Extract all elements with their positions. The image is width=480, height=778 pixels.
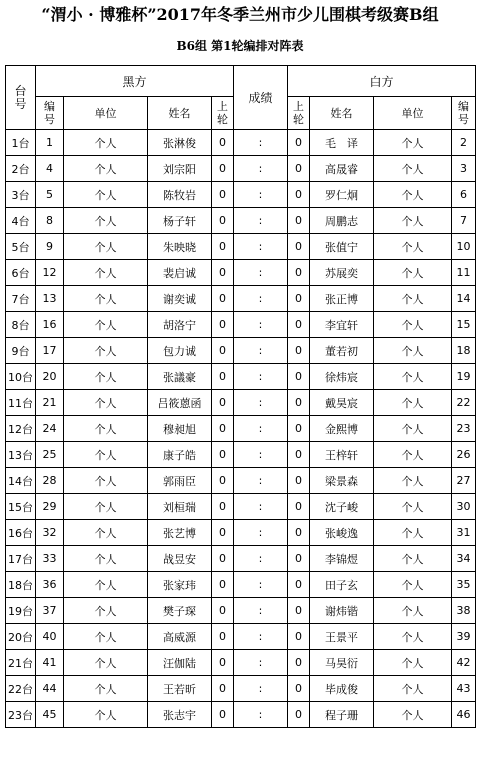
table-number-cell: 2台	[6, 156, 36, 182]
white-name-cell: 张正博	[310, 286, 374, 312]
table-row	[6, 416, 476, 442]
white-unit-cell: 个人	[374, 572, 452, 598]
black-name-cell: 杨子轩	[148, 208, 212, 234]
white-unit-cell: 个人	[374, 234, 452, 260]
black-number-cell: 8	[36, 208, 64, 234]
black-name-cell: 张淋俊	[148, 130, 212, 156]
table-row	[6, 572, 476, 598]
white-number-cell: 22	[452, 390, 476, 416]
white-number-cell: 14	[452, 286, 476, 312]
black-prev-cell: 0	[212, 338, 234, 364]
white-name-cell: 程子珊	[310, 702, 374, 728]
white-name-cell: 毛 译	[310, 130, 374, 156]
black-name-cell: 郭雨臣	[148, 468, 212, 494]
black-unit-cell: 个人	[64, 338, 148, 364]
white-number-cell: 39	[452, 624, 476, 650]
white-prev-cell: 0	[288, 468, 310, 494]
white-prev-cell: 0	[288, 520, 310, 546]
black-unit-cell: 个人	[64, 390, 148, 416]
black-number-cell: 44	[36, 676, 64, 702]
white-unit-cell: 个人	[374, 208, 452, 234]
white-name-cell: 李宜轩	[310, 312, 374, 338]
black-prev-cell: 0	[212, 468, 234, 494]
black-unit-cell: 个人	[64, 468, 148, 494]
result-cell: :	[234, 494, 288, 520]
white-number-cell: 6	[452, 182, 476, 208]
result-cell: :	[234, 598, 288, 624]
table-number-cell: 13台	[6, 442, 36, 468]
white-unit-cell: 个人	[374, 364, 452, 390]
white-number-cell: 11	[452, 260, 476, 286]
white-name-cell: 田子玄	[310, 572, 374, 598]
white-name-cell: 王景平	[310, 624, 374, 650]
white-name-cell: 罗仁炯	[310, 182, 374, 208]
result-cell: :	[234, 234, 288, 260]
black-number-cell: 33	[36, 546, 64, 572]
black-number-cell: 4	[36, 156, 64, 182]
white-prev-cell: 0	[288, 598, 310, 624]
white-number-cell: 27	[452, 468, 476, 494]
table-number-cell: 21台	[6, 650, 36, 676]
black-unit-cell: 个人	[64, 208, 148, 234]
table-number-cell: 19台	[6, 598, 36, 624]
white-number-cell: 23	[452, 416, 476, 442]
table-row	[6, 364, 476, 390]
white-name-cell: 谢炜锴	[310, 598, 374, 624]
white-number-cell: 2	[452, 130, 476, 156]
result-cell: :	[234, 260, 288, 286]
black-prev-cell: 0	[212, 702, 234, 728]
white-unit-cell: 个人	[374, 156, 452, 182]
black-prev-cell: 0	[212, 624, 234, 650]
black-unit-cell: 个人	[64, 650, 148, 676]
result-cell: :	[234, 208, 288, 234]
black-name-cell: 汪伽陆	[148, 650, 212, 676]
black-unit-cell: 个人	[64, 520, 148, 546]
table-number-header: 台号	[6, 66, 36, 130]
result-cell: :	[234, 650, 288, 676]
black-prev-cell: 0	[212, 234, 234, 260]
white-unit-cell: 个人	[374, 546, 452, 572]
white-unit-cell: 个人	[374, 676, 452, 702]
white-number-cell: 3	[452, 156, 476, 182]
table-number-cell: 16台	[6, 520, 36, 546]
white-name-cell: 苏展奕	[310, 260, 374, 286]
black-unit-cell: 个人	[64, 156, 148, 182]
table-row	[6, 286, 476, 312]
black-prev-cell: 0	[212, 520, 234, 546]
black-unit-cell: 个人	[64, 442, 148, 468]
black-prev-cell: 0	[212, 650, 234, 676]
black-name-cell: 胡洛宁	[148, 312, 212, 338]
white-prev-cell: 0	[288, 208, 310, 234]
black-number-cell: 20	[36, 364, 64, 390]
white-prev-cell: 0	[288, 312, 310, 338]
result-cell: :	[234, 572, 288, 598]
result-cell: :	[234, 624, 288, 650]
result-cell: :	[234, 286, 288, 312]
table-number-cell: 7台	[6, 286, 36, 312]
black-name-cell: 穆昶旭	[148, 416, 212, 442]
black-name-cell: 包力诚	[148, 338, 212, 364]
black-number-header: 编号	[36, 97, 64, 130]
black-prev-cell: 0	[212, 598, 234, 624]
white-number-cell: 35	[452, 572, 476, 598]
result-cell: :	[234, 546, 288, 572]
table-row	[6, 182, 476, 208]
black-number-cell: 24	[36, 416, 64, 442]
black-prev-cell: 0	[212, 676, 234, 702]
white-unit-cell: 个人	[374, 494, 452, 520]
black-unit-cell: 个人	[64, 364, 148, 390]
black-name-cell: 康子皓	[148, 442, 212, 468]
black-name-cell: 刘桓瑞	[148, 494, 212, 520]
result-cell: :	[234, 676, 288, 702]
white-unit-header: 单位	[374, 97, 452, 130]
black-prev-cell: 0	[212, 390, 234, 416]
black-unit-cell: 个人	[64, 182, 148, 208]
result-cell: :	[234, 442, 288, 468]
white-number-cell: 7	[452, 208, 476, 234]
white-unit-cell: 个人	[374, 390, 452, 416]
table-row	[6, 650, 476, 676]
white-name-cell: 张值宁	[310, 234, 374, 260]
white-prev-cell: 0	[288, 442, 310, 468]
black-name-cell: 谢奕诚	[148, 286, 212, 312]
white-unit-cell: 个人	[374, 286, 452, 312]
white-unit-cell: 个人	[374, 468, 452, 494]
black-name-cell: 刘宗阳	[148, 156, 212, 182]
white-number-cell: 46	[452, 702, 476, 728]
white-unit-cell: 个人	[374, 650, 452, 676]
white-prev-cell: 0	[288, 156, 310, 182]
white-prev-cell: 0	[288, 260, 310, 286]
white-unit-cell: 个人	[374, 260, 452, 286]
white-prev-cell: 0	[288, 364, 310, 390]
table-row	[6, 208, 476, 234]
table-row	[6, 676, 476, 702]
black-unit-cell: 个人	[64, 234, 148, 260]
result-header: 成绩	[234, 66, 288, 130]
black-unit-cell: 个人	[64, 130, 148, 156]
white-name-cell: 金熙博	[310, 416, 374, 442]
result-cell: :	[234, 312, 288, 338]
black-prev-cell: 0	[212, 494, 234, 520]
table-number-cell: 17台	[6, 546, 36, 572]
white-name-cell: 王梓轩	[310, 442, 374, 468]
white-prev-cell: 0	[288, 702, 310, 728]
result-cell: :	[234, 390, 288, 416]
page-subtitle: B6组 第1轮编排对阵表	[176, 39, 304, 53]
white-unit-cell: 个人	[374, 624, 452, 650]
white-number-cell: 19	[452, 364, 476, 390]
table-row	[6, 338, 476, 364]
table-number-cell: 4台	[6, 208, 36, 234]
white-prev-cell: 0	[288, 416, 310, 442]
black-number-cell: 17	[36, 338, 64, 364]
white-number-header: 编号	[452, 97, 476, 130]
table-number-cell: 12台	[6, 416, 36, 442]
black-number-cell: 37	[36, 598, 64, 624]
table-number-cell: 10台	[6, 364, 36, 390]
white-unit-cell: 个人	[374, 130, 452, 156]
table-row	[6, 494, 476, 520]
black-number-cell: 29	[36, 494, 64, 520]
white-name-cell: 高晟睿	[310, 156, 374, 182]
white-prev-cell: 0	[288, 650, 310, 676]
white-prev-cell: 0	[288, 572, 310, 598]
black-prev-cell: 0	[212, 312, 234, 338]
table-number-cell: 23台	[6, 702, 36, 728]
white-number-cell: 18	[452, 338, 476, 364]
table-number-cell: 14台	[6, 468, 36, 494]
white-number-cell: 26	[452, 442, 476, 468]
table-row	[6, 390, 476, 416]
black-prev-header: 上轮	[212, 97, 234, 130]
black-unit-cell: 个人	[64, 676, 148, 702]
white-prev-cell: 0	[288, 624, 310, 650]
white-name-cell: 马昊衍	[310, 650, 374, 676]
table-number-cell: 20台	[6, 624, 36, 650]
black-name-cell: 张議豪	[148, 364, 212, 390]
table-number-cell: 9台	[6, 338, 36, 364]
white-name-cell: 沈子峻	[310, 494, 374, 520]
black-side-header: 黑方	[36, 66, 234, 97]
table-number-cell: 18台	[6, 572, 36, 598]
white-prev-cell: 0	[288, 130, 310, 156]
white-name-cell: 梁景森	[310, 468, 374, 494]
black-prev-cell: 0	[212, 546, 234, 572]
black-number-cell: 5	[36, 182, 64, 208]
white-prev-cell: 0	[288, 390, 310, 416]
black-prev-cell: 0	[212, 260, 234, 286]
table-number-cell: 5台	[6, 234, 36, 260]
black-name-cell: 高威源	[148, 624, 212, 650]
white-number-cell: 42	[452, 650, 476, 676]
white-number-cell: 31	[452, 520, 476, 546]
table-row	[6, 260, 476, 286]
black-unit-cell: 个人	[64, 572, 148, 598]
black-prev-cell: 0	[212, 130, 234, 156]
black-number-cell: 9	[36, 234, 64, 260]
white-name-cell: 张峻逸	[310, 520, 374, 546]
white-prev-cell: 0	[288, 182, 310, 208]
table-number-cell: 8台	[6, 312, 36, 338]
white-number-cell: 43	[452, 676, 476, 702]
black-number-cell: 25	[36, 442, 64, 468]
white-unit-cell: 个人	[374, 702, 452, 728]
black-number-cell: 16	[36, 312, 64, 338]
result-cell: :	[234, 182, 288, 208]
black-unit-header: 单位	[64, 97, 148, 130]
table-row	[6, 234, 476, 260]
black-number-cell: 13	[36, 286, 64, 312]
table-row	[6, 130, 476, 156]
table-number-cell: 1台	[6, 130, 36, 156]
result-cell: :	[234, 520, 288, 546]
table-row	[6, 520, 476, 546]
result-cell: :	[234, 338, 288, 364]
black-number-cell: 28	[36, 468, 64, 494]
white-side-header: 白方	[288, 66, 476, 97]
black-number-cell: 36	[36, 572, 64, 598]
white-name-cell: 徐炜宸	[310, 364, 374, 390]
black-number-cell: 40	[36, 624, 64, 650]
table-row	[6, 312, 476, 338]
black-number-cell: 21	[36, 390, 64, 416]
black-prev-cell: 0	[212, 364, 234, 390]
pairing-table	[5, 65, 476, 728]
black-number-cell: 41	[36, 650, 64, 676]
pairing-rows	[6, 130, 476, 728]
black-prev-cell: 0	[212, 286, 234, 312]
black-number-cell: 45	[36, 702, 64, 728]
white-number-cell: 15	[452, 312, 476, 338]
white-unit-cell: 个人	[374, 338, 452, 364]
white-name-cell: 戴昊宸	[310, 390, 374, 416]
table-row	[6, 468, 476, 494]
result-cell: :	[234, 702, 288, 728]
black-prev-cell: 0	[212, 182, 234, 208]
table-number-cell: 6台	[6, 260, 36, 286]
white-unit-cell: 个人	[374, 598, 452, 624]
white-prev-cell: 0	[288, 286, 310, 312]
black-name-cell: 裴启诚	[148, 260, 212, 286]
black-name-cell: 张家玮	[148, 572, 212, 598]
table-row	[6, 442, 476, 468]
white-name-cell: 周鹏志	[310, 208, 374, 234]
table-row	[6, 598, 476, 624]
result-cell: :	[234, 156, 288, 182]
black-name-cell: 朱映晓	[148, 234, 212, 260]
white-name-cell: 董若初	[310, 338, 374, 364]
result-cell: :	[234, 416, 288, 442]
black-name-header: 姓名	[148, 97, 212, 130]
header-row-top	[6, 66, 476, 97]
white-unit-cell: 个人	[374, 416, 452, 442]
black-unit-cell: 个人	[64, 416, 148, 442]
black-name-cell: 张志宇	[148, 702, 212, 728]
white-prev-cell: 0	[288, 494, 310, 520]
table-row	[6, 156, 476, 182]
black-unit-cell: 个人	[64, 702, 148, 728]
table-row	[6, 624, 476, 650]
table-row	[6, 702, 476, 728]
result-cell: :	[234, 364, 288, 390]
black-prev-cell: 0	[212, 572, 234, 598]
black-name-cell: 陈牧岩	[148, 182, 212, 208]
black-unit-cell: 个人	[64, 546, 148, 572]
black-unit-cell: 个人	[64, 598, 148, 624]
result-cell: :	[234, 130, 288, 156]
black-prev-cell: 0	[212, 442, 234, 468]
white-unit-cell: 个人	[374, 520, 452, 546]
black-prev-cell: 0	[212, 208, 234, 234]
white-name-cell: 李锦煜	[310, 546, 374, 572]
black-unit-cell: 个人	[64, 286, 148, 312]
table-number-cell: 3台	[6, 182, 36, 208]
black-number-cell: 12	[36, 260, 64, 286]
table-number-cell: 11台	[6, 390, 36, 416]
white-number-cell: 38	[452, 598, 476, 624]
white-prev-header: 上轮	[288, 97, 310, 130]
black-unit-cell: 个人	[64, 260, 148, 286]
black-unit-cell: 个人	[64, 494, 148, 520]
white-unit-cell: 个人	[374, 312, 452, 338]
black-name-cell: 樊子琛	[148, 598, 212, 624]
black-name-cell: 张艺博	[148, 520, 212, 546]
white-unit-cell: 个人	[374, 182, 452, 208]
black-number-cell: 1	[36, 130, 64, 156]
white-number-cell: 30	[452, 494, 476, 520]
white-prev-cell: 0	[288, 546, 310, 572]
black-unit-cell: 个人	[64, 312, 148, 338]
black-prev-cell: 0	[212, 416, 234, 442]
white-prev-cell: 0	[288, 676, 310, 702]
black-name-cell: 王若昕	[148, 676, 212, 702]
white-name-header: 姓名	[310, 97, 374, 130]
white-number-cell: 34	[452, 546, 476, 572]
result-cell: :	[234, 468, 288, 494]
table-number-cell: 22台	[6, 676, 36, 702]
black-number-cell: 32	[36, 520, 64, 546]
black-name-cell: 战昱安	[148, 546, 212, 572]
white-unit-cell: 个人	[374, 442, 452, 468]
white-prev-cell: 0	[288, 234, 310, 260]
table-number-cell: 15台	[6, 494, 36, 520]
black-prev-cell: 0	[212, 156, 234, 182]
white-prev-cell: 0	[288, 338, 310, 364]
table-row	[6, 546, 476, 572]
page-title: “渭小 · 博雅杯”2017年冬季兰州市少儿围棋考级赛B组	[41, 5, 439, 24]
black-name-cell: 吕筱蒽函	[148, 390, 212, 416]
white-name-cell: 毕成俊	[310, 676, 374, 702]
white-number-cell: 10	[452, 234, 476, 260]
black-unit-cell: 个人	[64, 624, 148, 650]
